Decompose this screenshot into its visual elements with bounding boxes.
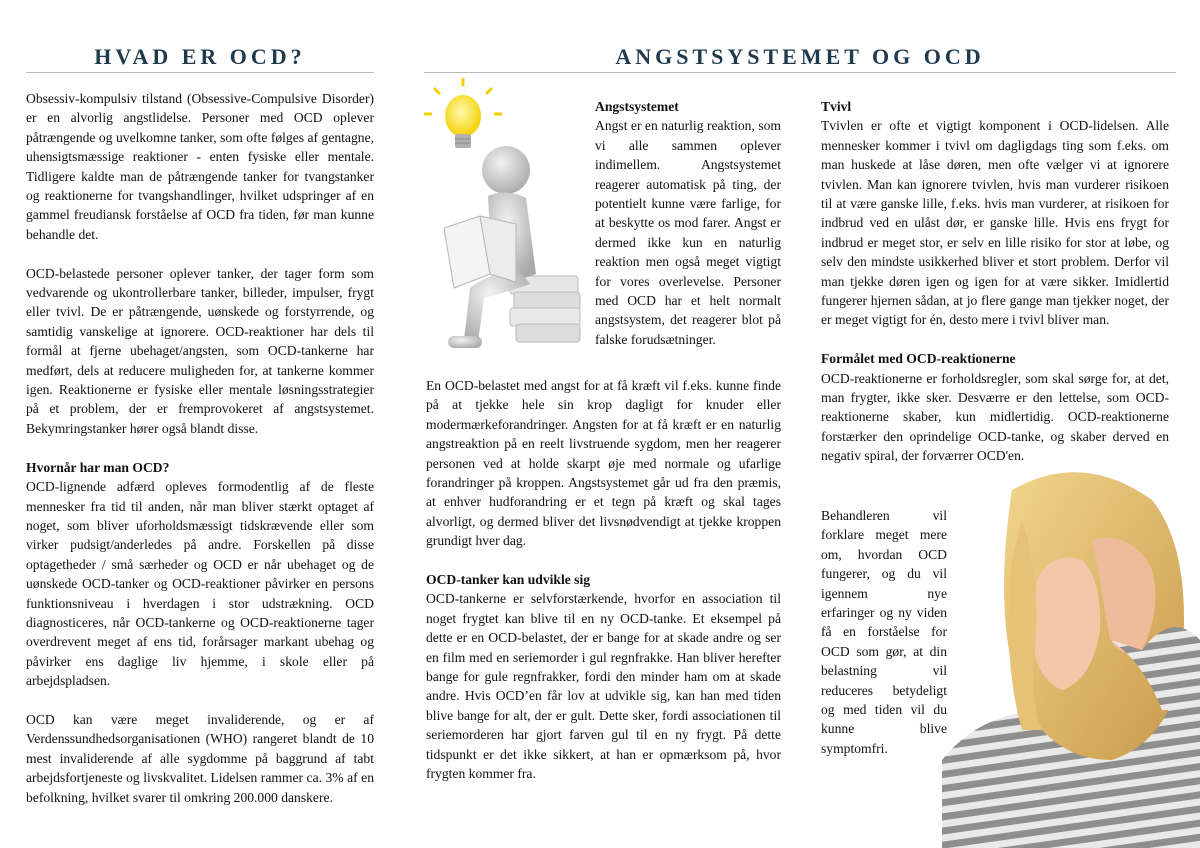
subheading-angstsystemet: Angstsystemet [595,99,679,114]
open-book-icon [444,216,516,288]
paragraph-who: OCD kan være meget invaliderende, og er af Verdenssundhedsorganisationen (WHO) rangeret blandt de 10 mest invaliderende af alle sygdomme på baggrund af tabt arbejdsfortjeneste og livskvalitet. Lidelsen rammer ca. 3% af en befolkning, hvilket svarer til omkring 200.000 danskere. [26,711,374,805]
paragraph-hvornaar: OCD-lignende adfærd opleves formodentlig af de fleste mennesker fra tid til anden, når man bliver stærkt optaget af noget, som bliver uforholdsmæssigt tidskrævende eller som virker pudsigt/anderledes på andre. Forskellen på disse optagetheder / små særheder og OCD er når ubehaget og de uønskede OCD-tanker og OCD-reaktioner påvirker en persons funktionsniveau i hverdagen i stor udstrækning. OCD diagnosticeres, når OCD-tankerne og OCD-reaktionerne tager overdrevent meget af ens tid, forårsager markant ubehag og påvirker ens daglige liv hjemme, i skole eller på arbejdspladsen. [26,479,374,689]
paragraph-kraeft-eksempel: En OCD-belastet med angst for at få kræft vil f.eks. kunne finde på at tjekke hele sin krop dagligt for knuder eller modermærkeforandringer. Angsten for at få kræft er en naturlig angstreaktion på en reelt livstruende sygdom, men her reagerer personen ved at holde skarpt øje med normale og ufarlige forandringer på kroppen. Angstsystemet går ud fra den præmis, at enhver hudforandring er et tegn på kræft og skal tages alvorligt, og dermed bliver det livsnødvendigt at tjekke kroppen grundigt hver dag. [426,378,781,549]
paragraph-intro: Obsessiv-kompulsiv tilstand (Obsessive-Compulsive Disorder) er en alvorlig angstlidelse. Personer med OCD oplever påtrængende og uvelkomne tanker, som ofte følges af gentagne, uhensigtsmæssige reaktioner - enten fysiske eller mentale. Tidligere kaldte man de påtrængende tanker for tvangstanker og reaktionerne for tvangshandlinger, hvilket udspringer af en gammel freudiansk forståelse af OCD fra tiden, før man kunne behandle det. [26,91,374,242]
subheading-udvikle: OCD-tanker kan udvikle sig [426,572,591,588]
distressed-woman-photo [942,460,1200,848]
right-column-text [821,97,1169,485]
paragraph-udvikle: OCD-tankerne er selvforstærkende, hvorfor en association til noget frygtet kan blive til en ny OCD-tanke. Et eksempel på dette er en OCD-belastet, der er bange for at skade andre og ser en film med en seriemorder i gul regnfrakke. Han bliver herefter bange for gule regnfrakker, fordi den minder ham om at skade andre. Hvis OCD’en får lov at udvikle sig, kan han med tiden blive bange for alt, der er gult. Dette sker, fordi associationen til seriemorderen har gjort farven gul til en ny frygt. På dette tidspunkt er det ikke sikkert, at han er opmærksom på, hvor frygten kommer fra. [426,591,781,782]
lightbulb-icon [424,78,502,148]
heading-hvad-er-ocd: HVAD ER OCD? [94,44,306,69]
angstsystemet-section [595,97,781,369]
left-column-text [26,89,374,826]
subheading-hvornaar: Hvornår har man OCD? [26,459,170,475]
behandler-section [821,506,947,778]
paragraph-formaal: OCD-reaktionerne er forholdsregler, som skal sørge for, at det, man frygter, ikke sker. Desværre er den lettelse, som OCD-reaktionerne skaber, kun midlertidig. OCD-reaktionerne forstærker den oprindelige OCD-tanke, og skaber derved en negativ spiral, der forværrer OCD'en. [821,370,1169,464]
paragraph-angstsystemet: Angst er en naturlig reaktion, som vi alle sammen oplever indimellem. Angstsystemet reagerer automatisk på ting, der potentielt kunne være farlige, for at beskytte os mod farer. Angst er dermed ikke kun en naturlig reaktion men også meget vigtigt for vores overlevelse. Personer med OCD har et helt normalt angstsystem, det reagerer blot på falske forudsætninger. [595,118,781,347]
paragraph-behandler: Behandleren vil forklare meget mere om, hvordan OCD fungerer, og du vil igennem nye erfaringer og ny viden få en forståelse for OCD som gør, at din belastning vil reduceres betydeligt og med tiden vil du kunne blive symptomfri. [821,508,947,756]
paragraph-tanker: OCD-belastede personer oplever tanker, der tager form som vedvarende og ukontrollerbare tanker, billeder, impulser, frygt eller tvivl. De er påtrængende, uønskede og forstyrrende, og samtidig vanskelige at ignorere. OCD-reaktioner har dels til formål at fjerne ubehaget/angsten, som OCD-tankerne har medført, dels at reducere muligheden for, at tankerne kommer igen. Reaktionerne er fysiske eller mentale løsningsstrategier på et problem, der er fremprovokeret af angstsystemet. Bekymringstanker hører også blandt disse. [26,265,374,436]
reading-figure-illustration [418,78,586,360]
subheading-tvivl: Tvivl [821,99,852,114]
divider-left [26,72,374,73]
middle-column-text [426,376,781,803]
divider-right [424,72,1176,73]
heading-angstsystemet-og-ocd: ANGSTSYSTEMET OG OCD [615,44,985,69]
paragraph-tvivl: Tvivlen er ofte et vigtigt komponent i OCD-lidelsen. Alle mennesker kommer i tvivl om dagligdags ting som f.eks. om man huskede at låse døren, men ofte vælger vi at ignorere tvivlen. Man kan ignorere tvivlen, hvis man vurderer risikoen til at være ganske lille, f.eks. hvis man vurderer, at risikoen for indbrud ved en ulåst dør, er ganske lille. Hvis ens frygt for indbrud er meget stor, er selv en lille risiko for stor at løbe, og selv den mindste usikkerhed bliver et stort problem. Derfor vil man tjekke døren igen og igen for at være sikker. Imidlertid fungerer hjernen sådan, at jo flere gange man tjekker noget, der er meget vigtigt for én, desto mere i tvivl bliver man. [821,118,1169,328]
subheading-formaal: Formålet med OCD-reaktionerne [821,351,1016,367]
